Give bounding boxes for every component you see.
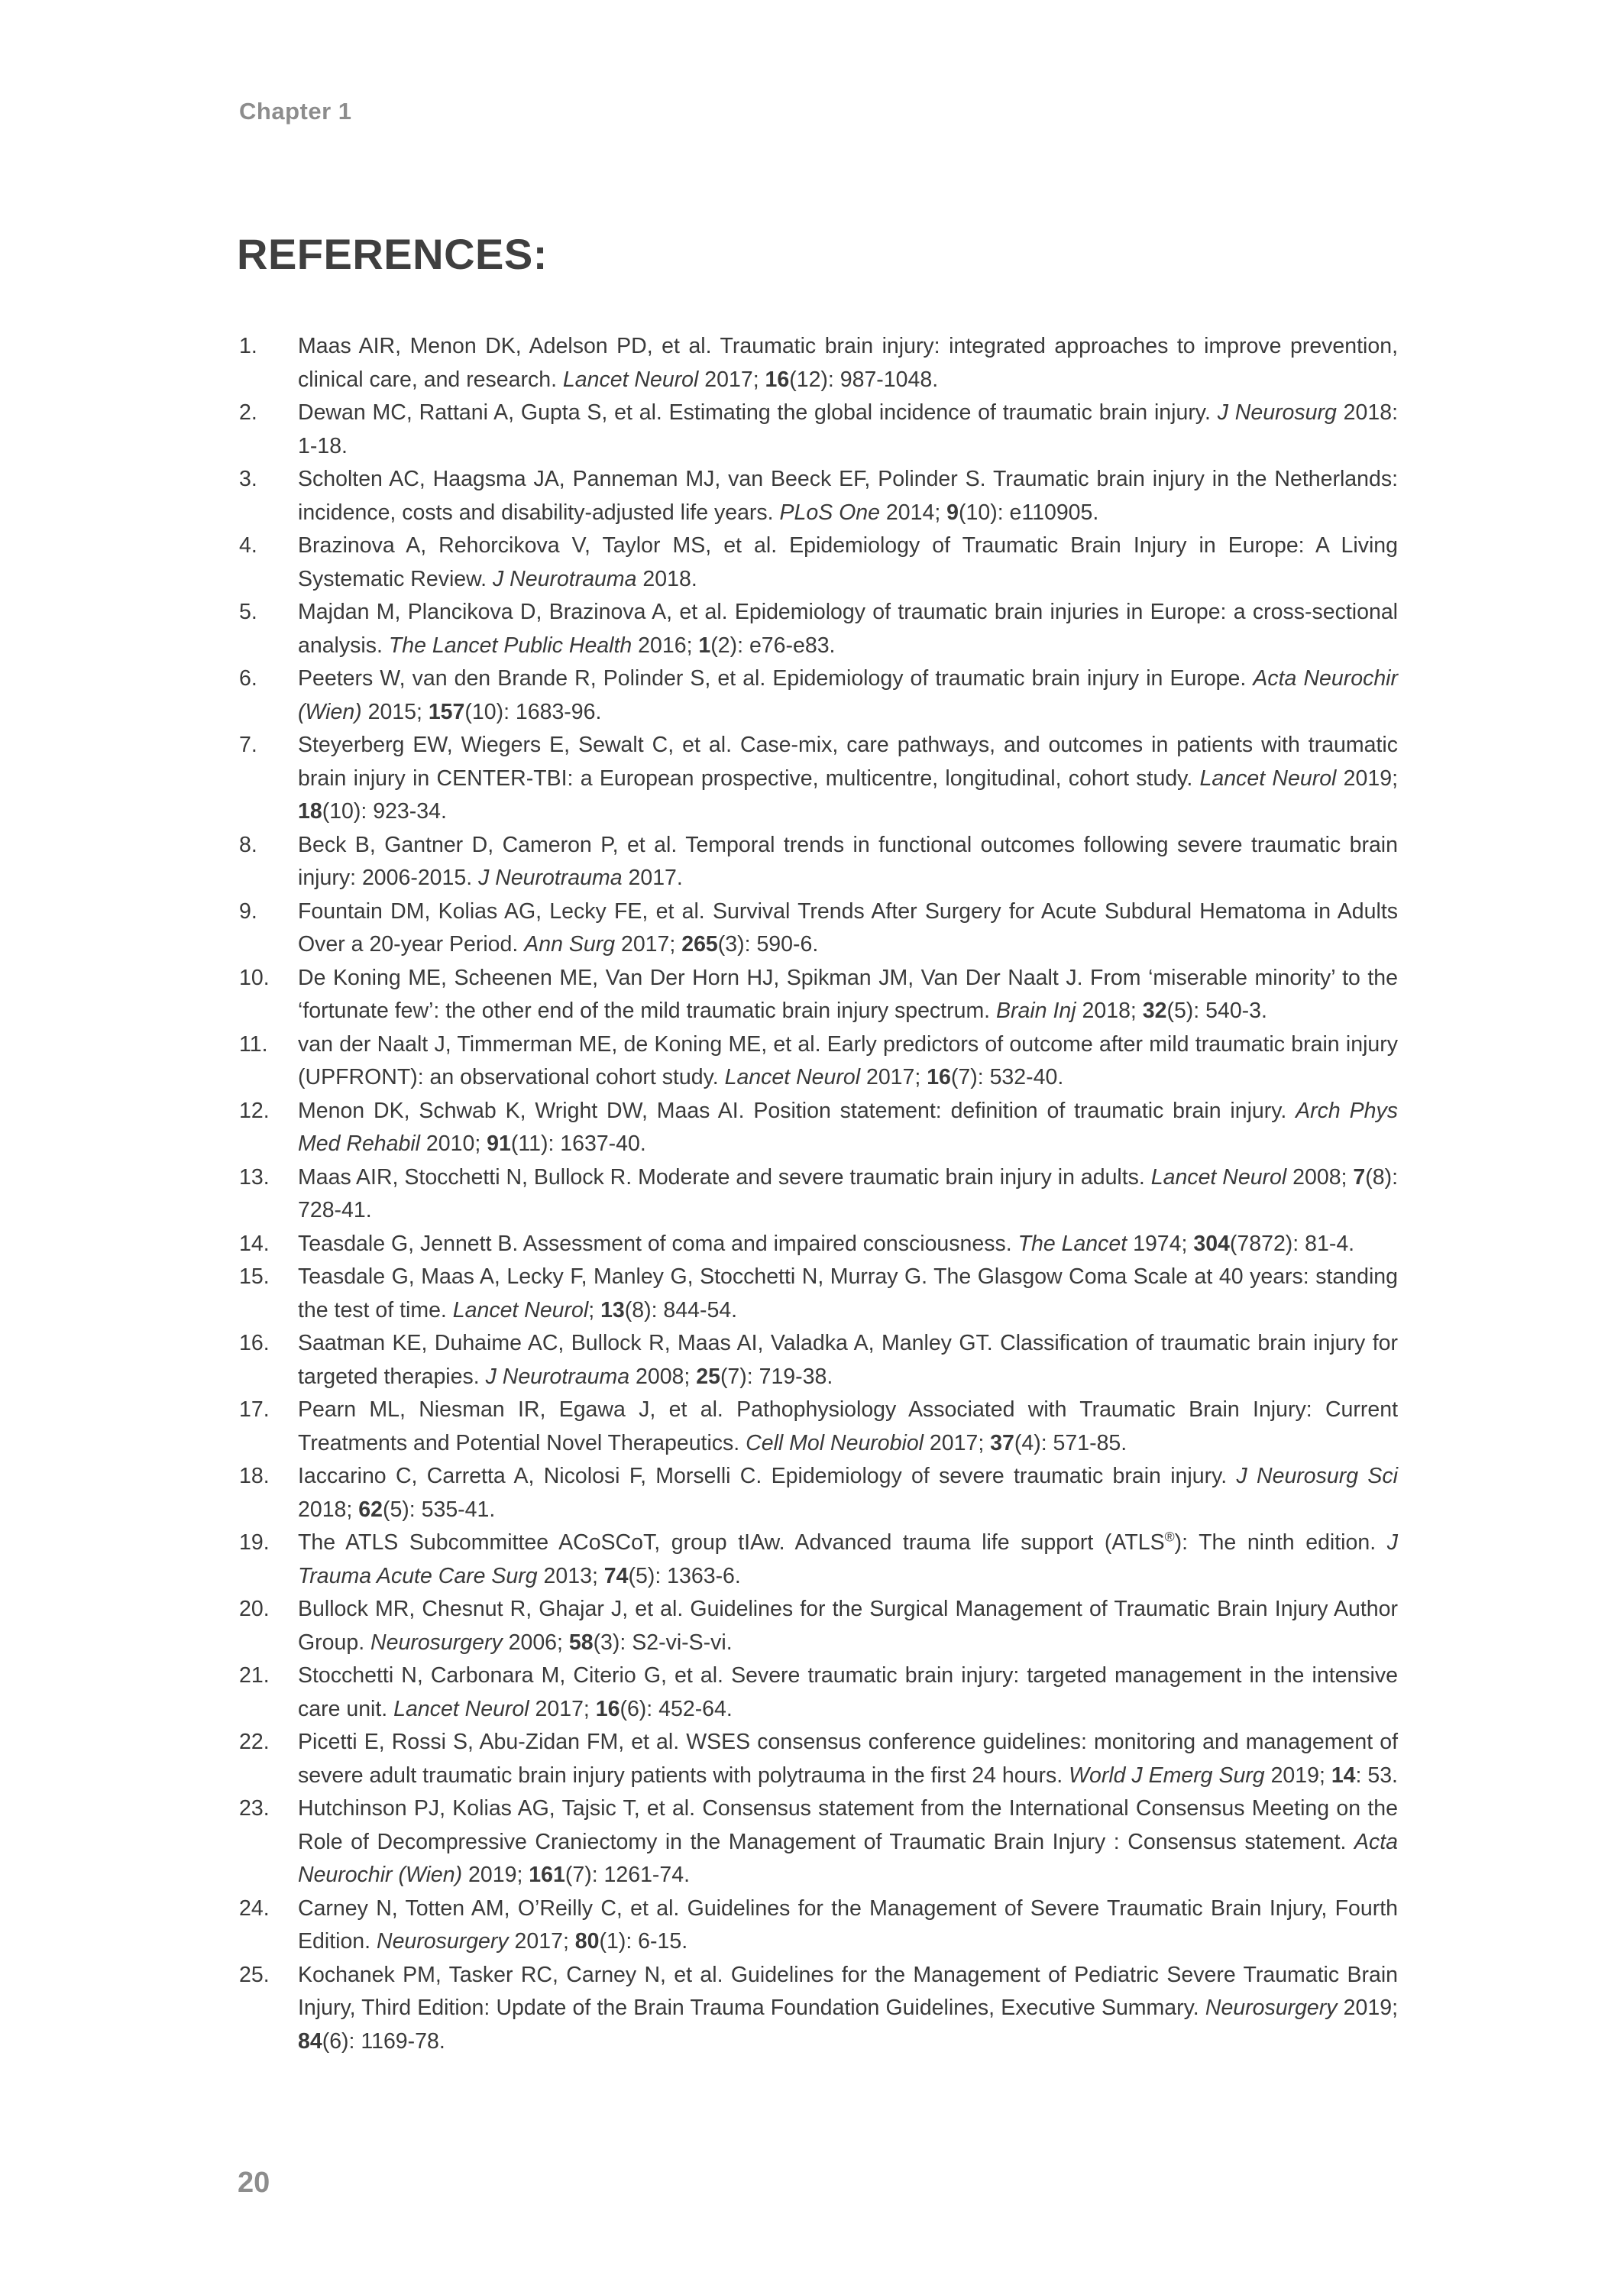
reference-text: Picetti E, Rossi S, Abu-Zidan FM, et al. WSES consensus conference guidelines: monitoring and management of severe adult traumatic brain injury patients with polytrauma in the first 24 hours. World J Emerg Surg 2019; 14: 53. [298,1730,1398,1788]
reference-item [239,962,1398,1028]
reference-number: 24. [239,1895,270,1921]
reference-number: 16. [239,1331,270,1355]
reference-number: 19. [239,1530,270,1555]
reference-number: 23. [239,1796,270,1821]
reference-text: Steyerberg EW, Wiegers E, Sewalt C, et al. Case-mix, care pathways, and outcomes in patients with traumatic brain injury in CENTER-TBI: a European prospective, multicentre, longitudinal, cohort study. Lancet Neurol 2019; 18(10): 923-34. [298,733,1398,824]
reference-number: 7. [239,733,257,757]
reference-item [239,1892,1398,1959]
reference-item [239,1394,1398,1460]
reference-text: Teasdale G, Maas A, Lecky F, Manley G, Stocchetti N, Murray G. The Glasgow Coma Scale at 40 years: standing the test of time. Lancet Neurol; 13(8): 844-54. [298,1264,1398,1322]
reference-item [239,1095,1398,1161]
reference-number: 13. [239,1164,270,1190]
reference-text: Kochanek PM, Tasker RC, Carney N, et al. Guidelines for the Management of Pediatric Severe Traumatic Brain Injury, Third Edition: Update of the Brain Trauma Foundation Guidelines, Executive Summary. Neurosurgery 2019; 84(6): 1169-78. [298,1962,1398,2054]
reference-text: Saatman KE, Duhaime AC, Bullock R, Maas AI, Valadka A, Manley GT. Classification of traumatic brain injury for targeted therapies. J Neurotrauma 2008; 25(7): 719-38. [298,1331,1398,1389]
reference-item [239,330,1398,397]
reference-item [239,1593,1398,1659]
reference-number: 4. [239,533,257,558]
reference-item [239,895,1398,962]
reference-text: Carney N, Totten AM, O’Reilly C, et al. Guidelines for the Management of Severe Traumatic Brain Injury, Fourth Edition. Neurosurgery 2017; 80(1): 6-15. [298,1895,1398,1954]
reference-item [239,662,1398,729]
reference-text: Bullock MR, Chesnut R, Ghajar J, et al. Guidelines for the Surgical Management of Traumatic Brain Injury Author Group. Neurosurgery 2006; 58(3): S2-vi-S-vi. [298,1597,1398,1655]
reference-number: 25. [239,1962,270,1987]
reference-number: 18. [239,1464,270,1488]
page-title: REFERENCES: [237,230,548,278]
reference-item [239,1161,1398,1228]
reference-number: 2. [239,400,257,425]
reference-text: Iaccarino C, Carretta A, Nicolosi F, Morselli C. Epidemiology of severe traumatic brain injury. J Neurosurg Sci 2018; 62(5): 535-41. [298,1464,1398,1522]
reference-text: Fountain DM, Kolias AG, Lecky FE, et al. Survival Trends After Surgery for Acute Subdural Hematoma in Adults Over a 20-year Period. Ann Surg 2017; 265(3): 590-6. [298,898,1398,957]
reference-text: Majdan M, Plancikova D, Brazinova A, et al. Epidemiology of traumatic brain injuries in Europe: a cross-sectional analysis. The Lancet Public Health 2016; 1(2): e76-e83. [298,600,1398,658]
reference-number: 6. [239,666,257,691]
reference-text: Peeters W, van den Brande R, Polinder S, et al. Epidemiology of traumatic brain injury in Europe. Acta Neurochir (Wien) 2015; 157(10): 1683-96. [298,666,1398,724]
reference-number: 14. [239,1231,270,1256]
reference-text: Scholten AC, Haagsma JA, Panneman MJ, van Beeck EF, Polinder S. Traumatic brain injury in the Netherlands: incidence, costs and disability-adjusted life years. PLoS One 2014; 9(10): e110905. [298,467,1398,525]
reference-item [239,1028,1398,1095]
reference-item [239,1792,1398,1892]
reference-item [239,1327,1398,1394]
reference-text: Teasdale G, Jennett B. Assessment of coma and impaired consciousness. The Lancet 1974; 304(7872): 81-4. [298,1231,1355,1256]
reference-number: 12. [239,1098,270,1123]
reference-text: Beck B, Gantner D, Cameron P, et al. Temporal trends in functional outcomes following severe traumatic brain injury: 2006-2015. J Neurotrauma 2017. [298,832,1398,890]
reference-number: 15. [239,1264,270,1289]
reference-text: De Koning ME, Scheenen ME, Van Der Horn HJ, Spikman JM, Van Der Naalt J. From ‘miserable minority’ to the ‘fortunate few’: the other end of the mild traumatic brain injury spectrum. Brain Inj 2018; 32(5): 540-3. [298,965,1398,1023]
reference-item [239,596,1398,662]
reference-text: Maas AIR, Menon DK, Adelson PD, et al. Traumatic brain injury: integrated approaches to improve prevention, clinical care, and research. Lancet Neurol 2017; 16(12): 987-1048. [298,334,1398,392]
reference-item [239,829,1398,895]
reference-text: Dewan MC, Rattani A, Gupta S, et al. Estimating the global incidence of traumatic brain injury. J Neurosurg 2018: 1-18. [298,400,1399,458]
reference-number: 5. [239,600,257,624]
reference-text: Pearn ML, Niesman IR, Egawa J, et al. Pathophysiology Associated with Traumatic Brain Injury: Current Treatments and Potential Novel Therapeutics. Cell Mol Neurobiol 2017; 37(4): 571-85. [298,1397,1398,1455]
reference-number: 9. [239,898,257,924]
reference-item [239,1261,1398,1327]
reference-item [239,463,1398,529]
reference-item [239,1726,1398,1792]
reference-number: 21. [239,1663,270,1688]
reference-number: 3. [239,467,257,491]
reference-number: 22. [239,1730,270,1754]
reference-item [239,1460,1398,1526]
reference-text: Maas AIR, Stocchetti N, Bullock R. Moderate and severe traumatic brain injury in adults. Lancet Neurol 2008; 7(8): 728-41. [298,1164,1399,1222]
reference-item [239,729,1398,829]
reference-text: Hutchinson PJ, Kolias AG, Tajsic T, et al. Consensus statement from the International Consensus Meeting on the Role of Decompressive Craniectomy in the Management of Traumatic Brain Injury : Consensus statement. Acta Neurochir (Wien) 2019; 161(7): 1261-74. [298,1796,1398,1887]
reference-item [239,1228,1398,1261]
reference-text: Stocchetti N, Carbonara M, Citerio G, et al. Severe traumatic brain injury: targeted management in the intensive care unit. Lancet Neurol 2017; 16(6): 452-64. [298,1663,1398,1721]
reference-item [239,1959,1398,2059]
reference-text: Menon DK, Schwab K, Wright DW, Maas AI. Position statement: definition of traumatic brain injury. Arch Phys Med Rehabil 2010; 91(11): 1637-40. [298,1098,1398,1156]
references-list [239,330,1398,2058]
reference-number: 17. [239,1397,270,1422]
reference-item [239,397,1398,463]
reference-number: 1. [239,334,257,358]
reference-item [239,1659,1398,1726]
reference-item [239,1526,1398,1593]
chapter-label: Chapter 1 [239,98,352,125]
reference-number: 20. [239,1597,270,1621]
reference-text: Brazinova A, Rehorcikova V, Taylor MS, et al. Epidemiology of Traumatic Brain Injury in Europe: A Living Systematic Review. J Neurotrauma 2018. [298,533,1398,591]
reference-number: 8. [239,832,257,857]
reference-number: 10. [239,965,270,990]
page-number: 20 [238,2167,270,2199]
reference-item [239,529,1398,596]
reference-number: 11. [239,1031,268,1057]
reference-text: The ATLS Subcommittee ACoSCoT, group tIAw. Advanced trauma life support (ATLS®): The ninth edition. J Trauma Acute Care Surg 2013; 74(5): 1363-6. [298,1529,1398,1588]
reference-text: van der Naalt J, Timmerman ME, de Koning ME, et al. Early predictors of outcome after mild traumatic brain injury (UPFRONT): an observational cohort study. Lancet Neurol 2017; 16(7): 532-40. [298,1031,1398,1089]
